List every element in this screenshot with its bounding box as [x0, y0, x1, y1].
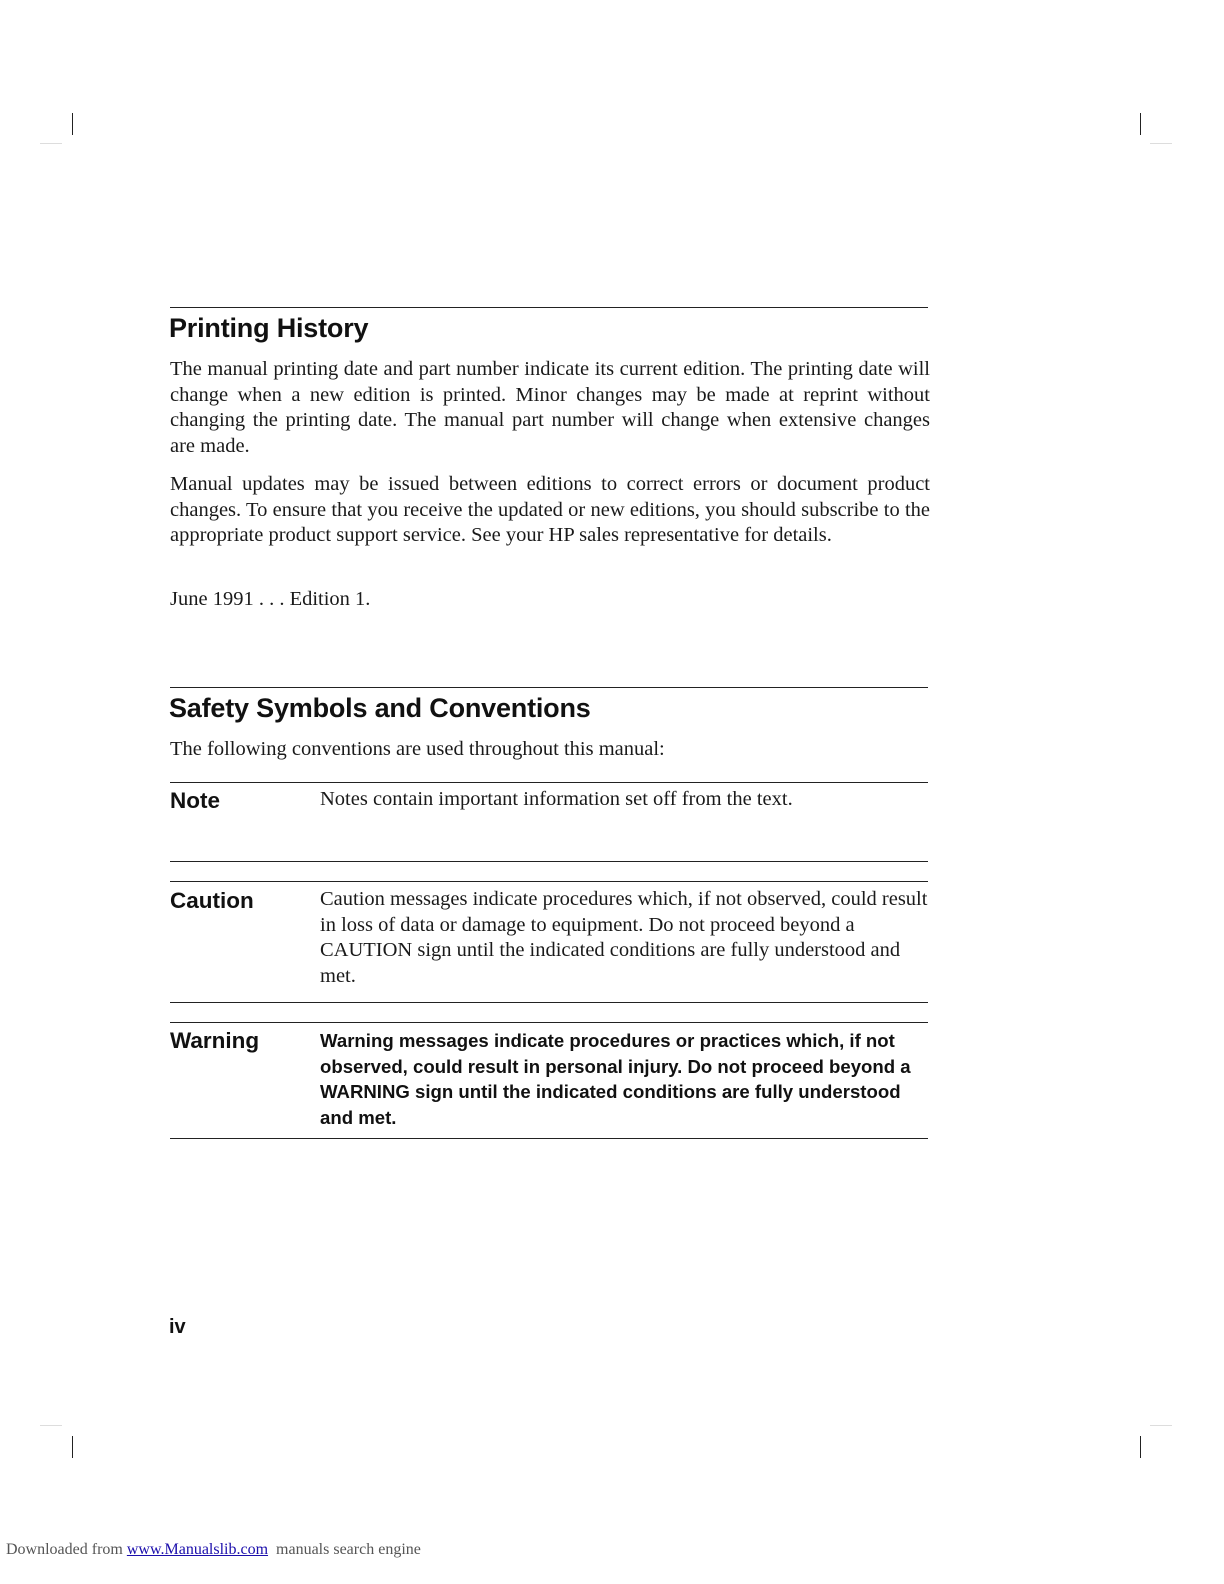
crop-mark [1140, 1436, 1141, 1458]
footer-prefix: Downloaded from [6, 1541, 123, 1558]
crop-mark [1150, 143, 1172, 144]
caution-label: Caution [170, 888, 254, 913]
footer-suffix: manuals search engine [276, 1541, 421, 1558]
warning-text: Warning messages indicate procedures or practices which, if not observed, could result in personal injury. Do not proceed beyond a WARNING sign until the indicated conditions are fully understood and met. [320, 1030, 911, 1128]
note-top-rule [170, 782, 928, 783]
caution-bottom-rule [170, 1002, 928, 1003]
safety-heading: Safety Symbols and Conventions [169, 693, 591, 723]
printing-history-para-1: The manual printing date and part number indicate its current edition. The printing date will change when a new edition is printed. Minor changes may be made at reprint without changing the printing date. The manual part number will change when extensive changes are made. [170, 358, 930, 458]
warning-bottom-rule [170, 1138, 928, 1139]
caution-top-rule [170, 881, 928, 882]
printing-history-heading: Printing History [169, 313, 369, 343]
crop-mark [72, 1436, 73, 1458]
note-text: Notes contain important information set off from the text. [320, 788, 793, 810]
page-number: iv [169, 1316, 186, 1338]
caution-text: Caution messages indicate procedures which, if not observed, could result in loss of data or damage to equipment. Do not proceed beyond a CAUTION sign until the indicated conditions are fully understood and met. [320, 888, 928, 988]
manualslib-link[interactable]: www.Manualslib.com [126, 1541, 269, 1558]
section-rule [170, 687, 928, 688]
warning-top-rule [170, 1022, 928, 1023]
crop-mark [40, 1425, 62, 1426]
crop-mark [1140, 113, 1141, 135]
edition-line: June 1991 . . . Edition 1. [170, 588, 371, 610]
crop-mark [40, 143, 62, 144]
printing-history-para-2: Manual updates may be issued between editions to correct errors or document product changes. To ensure that you receive the updated or new editions, you should subscribe to the appropriate product support service. See your HP sales representative for details. [170, 473, 930, 547]
download-footer [6, 1541, 421, 1559]
safety-intro: The following conventions are used throughout this manual: [170, 738, 665, 760]
warning-label: Warning [170, 1028, 260, 1053]
note-bottom-rule [170, 861, 928, 862]
crop-mark [72, 113, 73, 135]
crop-mark [1150, 1425, 1172, 1426]
note-label: Note [170, 788, 220, 813]
section-rule [170, 307, 928, 308]
